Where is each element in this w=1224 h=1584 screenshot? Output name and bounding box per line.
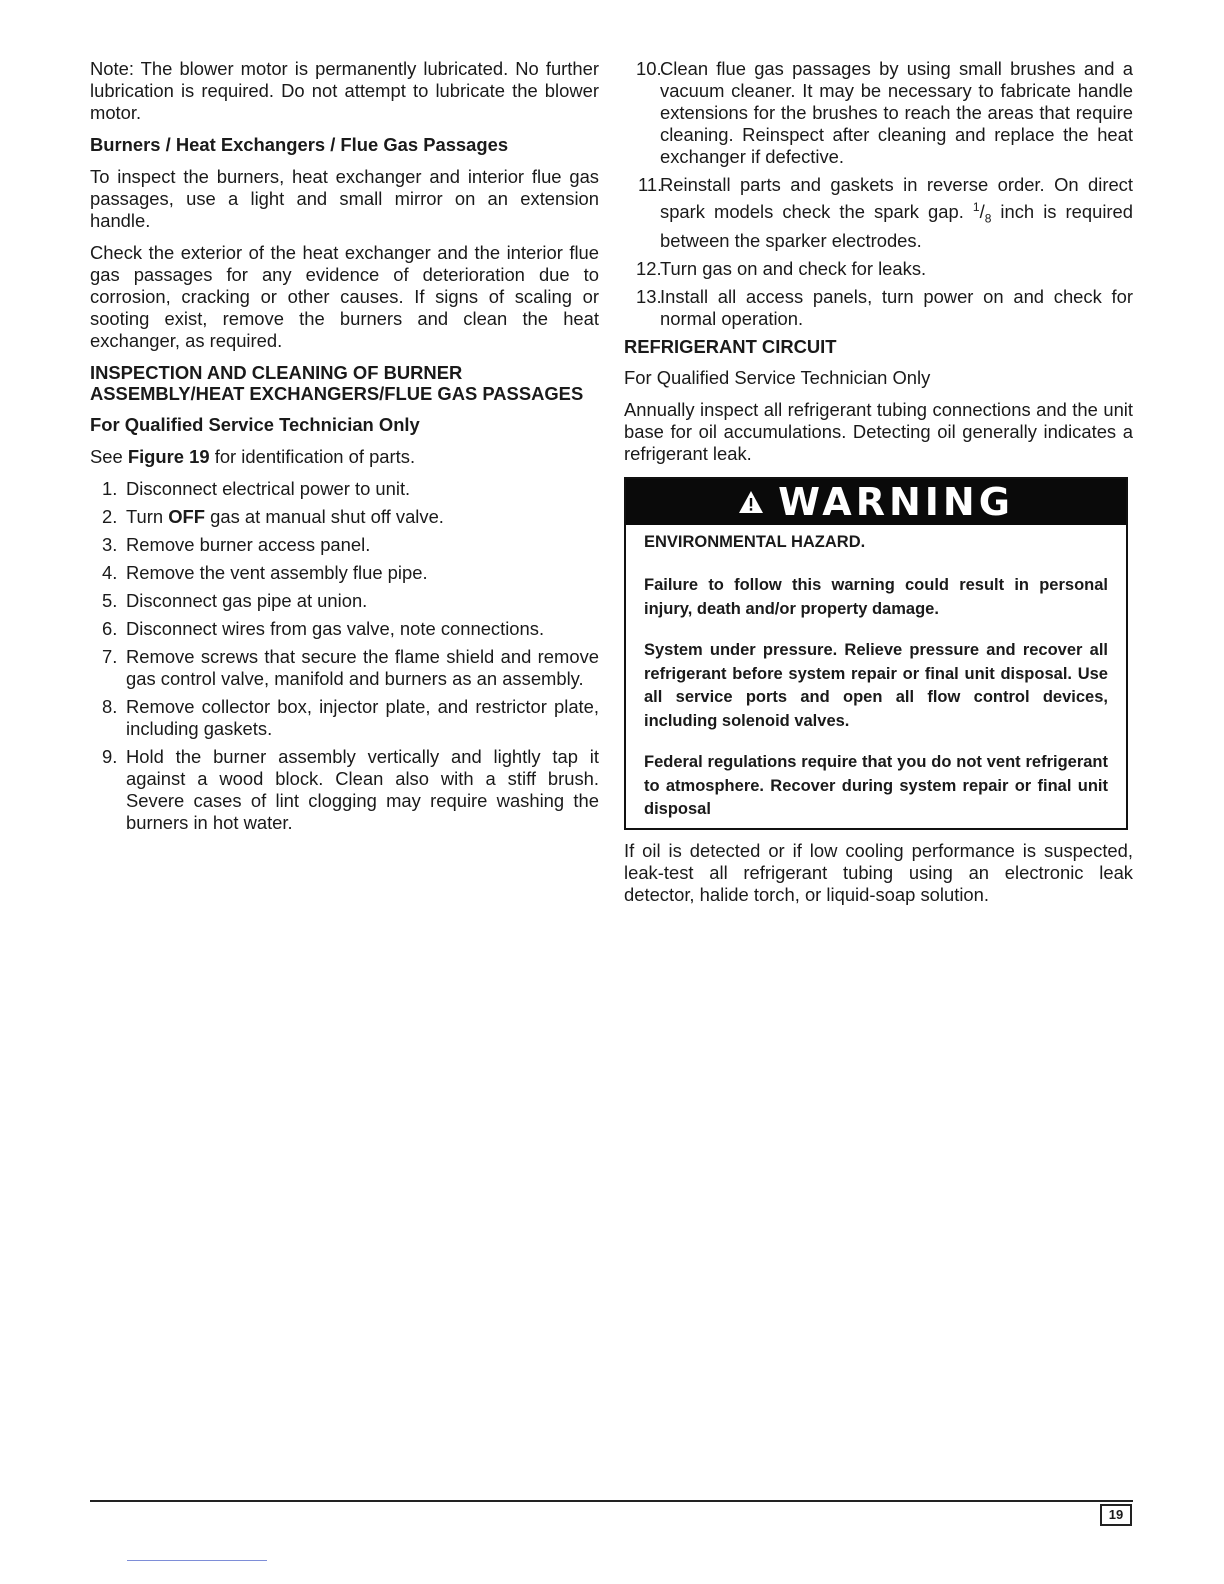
annual-inspection-paragraph: Annually inspect all refrigerant tubing connections and the unit base for oil accumulations. Detecting oil generally indicates a refrigerant leak. [624, 398, 1133, 464]
page-number: 19 [1100, 1504, 1132, 1526]
warning-triangle-icon [738, 490, 764, 514]
warning-title: WARNING [778, 479, 1014, 524]
qualified-technician-subheading: For Qualified Service Technician Only [90, 414, 420, 435]
inspect-burners-paragraph: To inspect the burners, heat exchanger and interior flue gas passages, use a light and small mirror on an extension handle. [90, 166, 599, 231]
list-item: 4. Remove the vent assembly flue pipe. [102, 562, 428, 583]
refrigerant-circuit-heading: REFRIGERANT CIRCUIT [624, 335, 837, 357]
federal-regulations-text: Federal regulations require that you do not vent refrigerant to atmosphere. Recover during system repair or final unit disposal [644, 753, 1108, 819]
list-item: 12. Turn gas on and check for leaks. [636, 257, 927, 279]
footer-rule [90, 1500, 1133, 1502]
list-item: 3. Remove burner access panel. [102, 534, 371, 555]
continued-steps-list [624, 58, 1133, 330]
divider [127, 1560, 267, 1561]
warning-body [626, 525, 1126, 828]
list-item: 1. Disconnect electrical power to unit. [102, 478, 411, 499]
figure-reference: Figure 19 [127, 446, 210, 467]
list-item: 7. Remove screws that secure the flame shield and remove gas control valve, manifold and burners as an assembly. [102, 646, 599, 689]
list-item: 6. Disconnect wires from gas valve, note connections. [102, 618, 545, 639]
list-item: 10. Clean flue gas passages by using small brushes and a vacuum cleaner. It may be necessary to fabricate handle extensions for the brushes to reach the areas that require cleaning. Reinspect after cleaning and replace the heat exchanger if defective. [636, 58, 1133, 167]
right-column [624, 58, 1133, 916]
cleaning-steps-list [90, 478, 599, 834]
list-item: 11. Reinstall parts and gaskets in reverse order. On direct spark models check the spark gap. $^1/_8$ inch is required between the sparker electrodes. [638, 174, 1133, 251]
see-figure-line: See Figure 19 for identification of parts. [90, 446, 416, 467]
burners-heading: Burners / Heat Exchangers / Flue Gas Passages [90, 134, 509, 155]
blower-motor-note: Note: The blower motor is permanently lubricated. No further lubrication is required. Do not attempt to lubricate the blower motor. [90, 58, 599, 123]
warning-box [624, 477, 1128, 830]
list-item: 13. Install all access panels, turn power on and check for normal operation. [636, 285, 1133, 329]
inspection-cleaning-heading: INSPECTION AND CLEANING OF BURNER ASSEMBLY/HEAT EXCHANGERS/FLUE GAS PASSAGES [90, 362, 584, 404]
list-item: 9. Hold the burner assembly vertically and lightly tap it against a wood block. Clean also with a stiff brush. Severe cases of lint clogging may require washing the burners in hot water. [102, 746, 599, 833]
spark-gap-fraction: $^1/_8$ [972, 200, 992, 226]
warning-banner [626, 479, 1126, 525]
leak-test-paragraph: If oil is detected or if low cooling performance is suspected, leak-test all refrigerant tubing using an electronic leak detector, halide torch, or liquid-soap solution. [624, 839, 1133, 905]
check-exterior-paragraph: Check the exterior of the heat exchanger and the interior flue gas passages for any evidence of deterioration due to corrosion, cracking or other causes. If signs of scaling or sooting exist, remove the burners and clean the heat exchanger, as required. [90, 242, 599, 351]
list-item: 5. Disconnect gas pipe at union. [102, 590, 368, 611]
left-column [90, 58, 599, 840]
list-item: 2. Turn OFF gas at manual shut off valve. [102, 506, 444, 527]
system-pressure-text: System under pressure. Relieve pressure and recover all refrigerant before system repair or final unit disposal. Use all service ports and open all flow control devices, including solenoid valves. [644, 641, 1108, 730]
warning-consequence-text: Failure to follow this warning could result in personal injury, death and/or property damage. [644, 576, 1108, 618]
list-item: 8. Remove collector box, injector plate, and restrictor plate, including gaskets. [102, 696, 599, 739]
qualified-technician-line: For Qualified Service Technician Only [624, 366, 931, 388]
environmental-hazard-label: ENVIRONMENTAL HAZARD. [644, 532, 866, 551]
